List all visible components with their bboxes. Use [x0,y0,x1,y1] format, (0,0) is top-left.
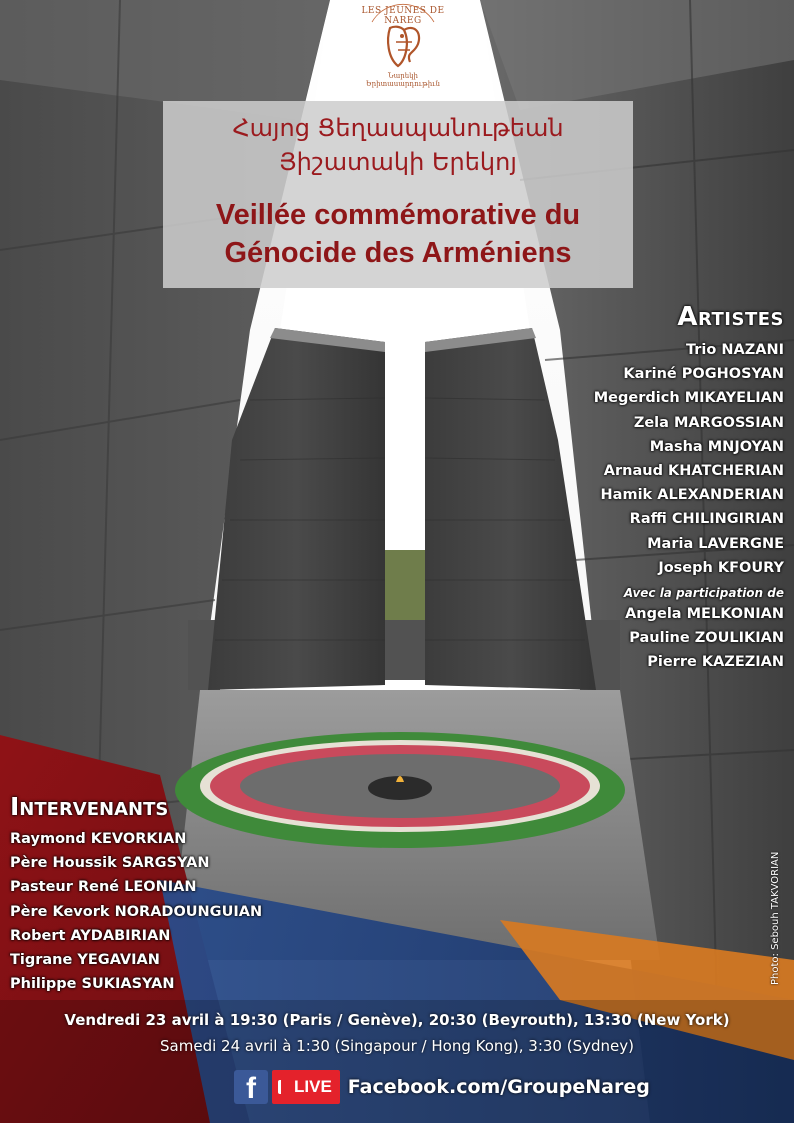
photo-credit: Photo: Sebouh TAKVORIAN [770,851,781,985]
speaker-name: Père Kevork NORADOUNGUIAN [10,903,263,920]
facebook-live-footer[interactable] [234,1068,650,1106]
participant-name: Pauline ZOULIKIAN [629,630,784,647]
live-label: LIVE [294,1077,332,1096]
artist-name: Arnaud KHATCHERIAN [603,463,784,480]
facebook-url-link[interactable]: Facebook.com/GroupeNareg [347,1076,650,1098]
artist-name: Maria LAVERGNE [647,535,784,552]
schedule-line-2: Samedi 24 avril à 1:30 (Singapour / Hong Kong), 3:30 (Sydney) [160,1037,634,1055]
artist-name: Masha MNJOYAN [649,438,784,455]
artist-name: Zela MARGOSSIAN [633,414,784,431]
artists-section [524,302,784,675]
speaker-name: Tigrane YEGAVIAN [10,952,160,969]
facebook-icon[interactable]: f [234,1070,268,1104]
armenian-title-line2: Յիշատակի Երեկոյ [279,148,517,176]
speakers-heading: Intervenants [10,792,169,821]
speaker-name: Robert AYDABIRIAN [10,927,171,944]
logo [352,0,454,100]
live-badge[interactable] [272,1070,340,1104]
french-title-line2: Génocide des Arméniens [224,237,572,269]
artist-name: Joseph KFOURY [658,559,784,576]
speaker-name: Père Houssik SARGSYAN [10,855,210,872]
participant-name: Angela MELKONIAN [625,606,784,623]
participation-label: Avec la participation de [623,586,784,601]
artist-name: Raffi CHILINGIRIAN [629,511,784,528]
logo-subtitle: Նարեկի Երիտասարդութիւն [365,72,440,88]
live-broadcast-icon [278,1080,289,1094]
logo-name: LES JEUNES DE NAREG [361,6,445,26]
title-box [163,101,633,288]
artist-name: Megerdich MIKAYELIAN [593,390,784,407]
speaker-name: Pasteur René LEONIAN [10,879,197,896]
armenian-title-line1: Հայոց Ցեղասպանութեան [232,114,564,142]
artists-heading: Artistes [677,302,784,332]
artist-name: Trio NAZANI [685,342,784,358]
french-title-line1: Veillée commémorative du [215,199,581,231]
speakers-section [10,792,340,996]
speaker-name: Philippe SUKIASYAN [10,976,175,993]
artist-name: Hamik ALEXANDERIAN [600,487,784,504]
artist-name: Kariné POGHOSYAN [623,366,784,383]
speaker-name: Raymond KEVORKIAN [10,831,187,847]
schedule-line-1: Vendredi 23 avril à 19:30 (Paris / Genève), 20:30 (Beyrouth), 13:30 (New York) [64,1011,730,1029]
participant-name: Pierre KAZEZIAN [647,654,784,671]
